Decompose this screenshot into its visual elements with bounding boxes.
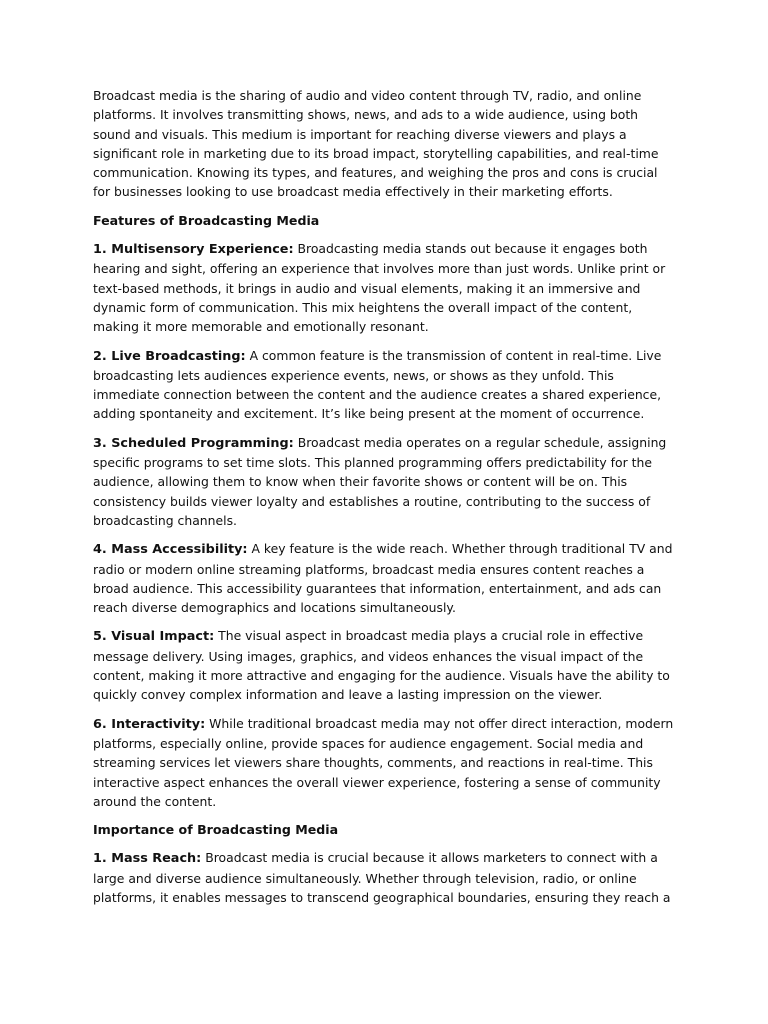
feature-text: Broadcasting media stands out because it engages both hearing and sight, offering an experience that involves more than just words. Unlike print or text-based methods, it brings in audio and visual elements, making it an immersive and dynamic form of communication. This mix heightens the overall impact of the content, making it more memorable and emotionally resonant. — [93, 241, 666, 335]
feature-item-mass-accessibility — [93, 539, 675, 617]
importance-text: Broadcast media is crucial because it allows marketers to connect with a large and diverse audience simultaneously. Whether through television, radio, or online platforms, it enables messages to transcend geographical boundaries, ensuring they reach a — [93, 850, 671, 905]
importance-heading: Importance of Broadcasting Media — [93, 822, 339, 838]
feature-text: A key feature is the wide reach. Whether through traditional TV and radio or modern online streaming platforms, broadcast media ensures content reaches a broad audience. This accessibility guarantees that information, entertainment, and ads can reach diverse demographics and locations simultaneously. — [93, 541, 673, 616]
feature-item-multisensory — [93, 239, 675, 336]
feature-text: The visual aspect in broadcast media plays a crucial role in effective message delivery. Using images, graphics, and videos enhances the visual impact of the content, making it more attractive and engaging for the audience. Visuals have the ability to quickly convey complex information and leave a lasting impression on the viewer. — [93, 628, 670, 703]
feature-text: Broadcast media operates on a regular schedule, assigning specific programs to set time slots. This planned programming offers predictability for the audience, allowing them to know when their favorite shows or content will be on. This consistency builds viewer loyalty and establishes a routine, contributing to the success of broadcasting channels. — [93, 434, 667, 528]
importance-label: 1. Mass Reach: — [93, 851, 202, 867]
features-heading: Features of Broadcasting Media — [93, 212, 320, 228]
feature-label: 6. Interactivity: — [93, 716, 206, 732]
feature-label: 3. Scheduled Programming: — [93, 435, 294, 451]
importance-item-mass-reach — [93, 848, 675, 907]
feature-item-interactivity — [93, 714, 675, 811]
feature-label: 5. Visual Impact: — [93, 629, 215, 645]
feature-item-scheduled-programming — [93, 433, 675, 530]
feature-label: 4. Mass Accessibility: — [93, 542, 248, 558]
feature-item-visual-impact — [93, 626, 675, 704]
feature-item-live-broadcasting — [93, 346, 675, 424]
intro-paragraph: Broadcast media is the sharing of audio and video content through TV, radio, and online platforms. It involves transmitting shows, news, and ads to a wide audience, using both sound and visuals. This medium is important for reaching diverse viewers and plays a significant role in marketing due to its broad impact, storytelling capabilities, and real-time communication. Knowing its types, and features, and weighing the pros and cons is crucial for businesses looking to use broadcast media effectively in their marketing efforts. — [93, 88, 659, 200]
document-page — [93, 86, 675, 916]
feature-text: While traditional broadcast media may not offer direct interaction, modern platforms, especially online, provide spaces for audience engagement. Social media and streaming services let viewers share thoughts, comments, and reactions in real-time. This interactive aspect enhances the overall viewer experience, fostering a sense of community around the content. — [93, 715, 674, 809]
feature-label: 1. Multisensory Experience: — [93, 242, 294, 258]
feature-label: 2. Live Broadcasting: — [93, 348, 246, 364]
feature-text: A common feature is the transmission of content in real-time. Live broadcasting lets audiences experience events, news, or shows as they unfold. This immediate connection between the content and the audience creates a shared experience, adding spontaneity and excitement. It’s like being present at the moment of occurrence. — [93, 347, 662, 422]
